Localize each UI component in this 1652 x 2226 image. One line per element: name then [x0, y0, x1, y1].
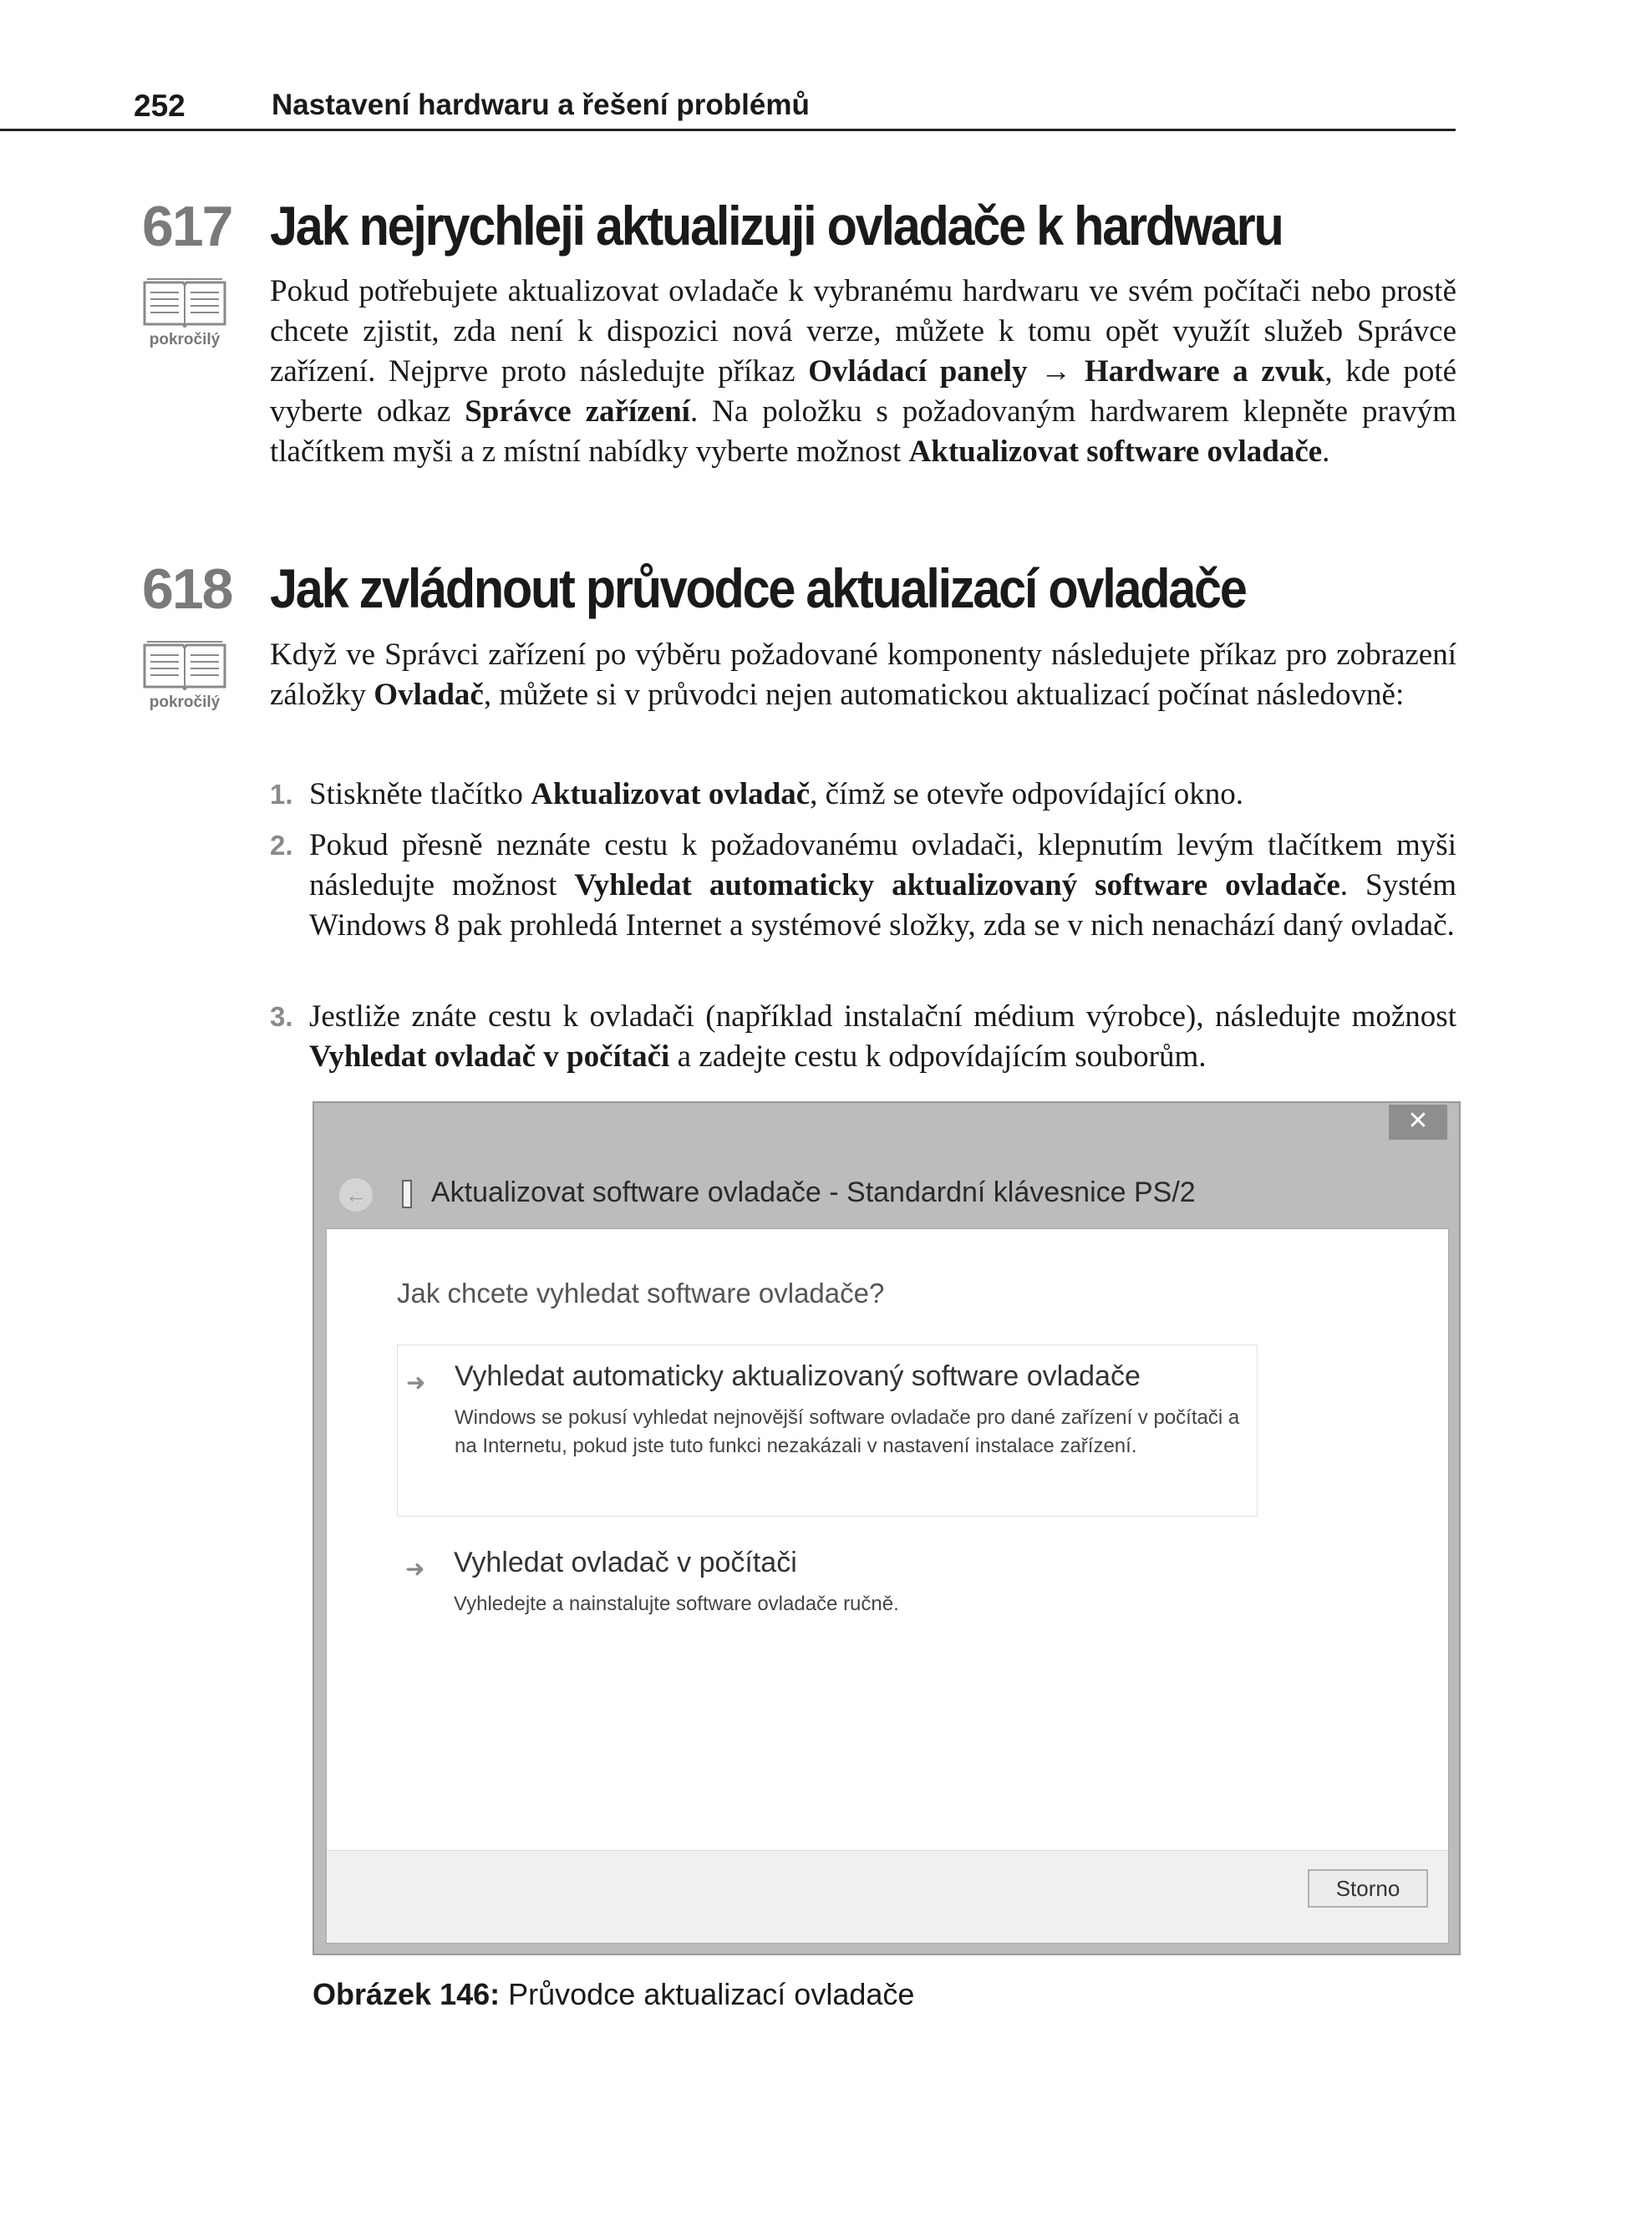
step-3 [270, 997, 1456, 1077]
figure-caption: Obrázek 146: Průvodce aktualizací ovladače [313, 1977, 915, 2011]
step-number: 2. [270, 830, 293, 861]
step-text: Stiskněte tlačítko Aktualizovat ovladač, čímž se otevře odpovídající okno. [309, 777, 1244, 811]
step-number: 3. [270, 1001, 293, 1032]
option-description: Windows se pokusí vyhledat nejnovější software ovladače pro dané zařízení v počítači a na Internetu, pokud jste tuto funkci nezakázali v nastavení instalace zařízení. [455, 1406, 1240, 1457]
option-search-automatically[interactable] [397, 1344, 1258, 1517]
step-number: 1. [270, 779, 293, 810]
section-title-618: Jak zvládnout průvodce aktualizací ovladače [270, 557, 1246, 619]
back-arrow-icon[interactable]: ← [339, 1178, 373, 1212]
arrow-right-icon: ➜ [405, 1556, 425, 1582]
option-title: Vyhledat ovladač v počítači [454, 1547, 797, 1578]
page-number: 252 [134, 89, 186, 123]
book-icon [142, 638, 227, 690]
option-title: Vyhledat automaticky aktualizovaný software ovladače [455, 1360, 1141, 1392]
chapter-title: Nastavení hardwaru a řešení problémů [272, 89, 810, 121]
badge-label: pokročilý [149, 694, 221, 711]
section-number-618: 618 [142, 557, 232, 621]
dialog-question: Jak chcete vyhledat software ovladače? [397, 1278, 885, 1309]
cancel-button[interactable]: Storno [1308, 1869, 1428, 1908]
option-description: Vyhledejte a nainstalujte software ovladače ručně. [454, 1593, 899, 1615]
section-number-617: 617 [142, 195, 232, 258]
dialog-content [326, 1228, 1449, 1944]
section-618-paragraph: Když ve Správci zařízení po výběru požadované komponenty následujete příkaz pro zobrazení záložky Ovladač, můžete si v průvodci nejen automatickou aktualizací počínat následovně: [270, 638, 1456, 712]
dialog-footer [327, 1850, 1448, 1943]
difficulty-badge [142, 276, 227, 349]
badge-label: pokročilý [149, 331, 221, 348]
driver-update-dialog [313, 1101, 1461, 1955]
step-1 [270, 775, 1456, 815]
arrow-right-icon: ➜ [406, 1370, 426, 1395]
difficulty-badge [142, 638, 227, 712]
header-rule [0, 129, 1456, 131]
option-browse-computer[interactable] [397, 1532, 1258, 1624]
dialog-title: Aktualizovat software ovladače - Standardní klávesnice PS/2 [431, 1177, 1196, 1208]
close-icon[interactable]: ✕ [1389, 1105, 1447, 1140]
section-617-paragraph: Pokud potřebujete aktualizovat ovladače k vybranému hardwaru ve svém počítači nebo prostě chcete zjistit, zda není k dispozici nová verze, můžete k tomu opět využít služeb Správce zařízení. Nejprve proto následujte příkaz Ovládací panely → Hardware a zvuk, kde poté vyberte odkaz Správce zařízení. Na položku s požadovaným hardwarem klepněte pravým tlačítkem myši a z místní nabídky vyberte možnost Aktualizovat software ovladače. [270, 274, 1457, 469]
step-text: Pokud přesně neznáte cestu k požadovanému ovladači, klepnutím levým tlačítkem myši následujte možnost Vyhledat automaticky aktualizovaný software ovladače. Systém Windows 8 pak prohledá Internet a systémové složky, zda se v nich nenachází daný ovladač. [309, 828, 1456, 943]
book-icon [142, 276, 227, 328]
device-icon [402, 1180, 412, 1208]
section-title-617: Jak nejrychleji aktualizuji ovladače k hardwaru [270, 195, 1283, 257]
step-2 [270, 826, 1456, 946]
step-text: Jestliže znáte cestu k ovladači (například instalační médium výrobce), následujte možnost Vyhledat ovladač v počítači a zadejte cestu k odpovídajícím souborům. [309, 999, 1456, 1074]
